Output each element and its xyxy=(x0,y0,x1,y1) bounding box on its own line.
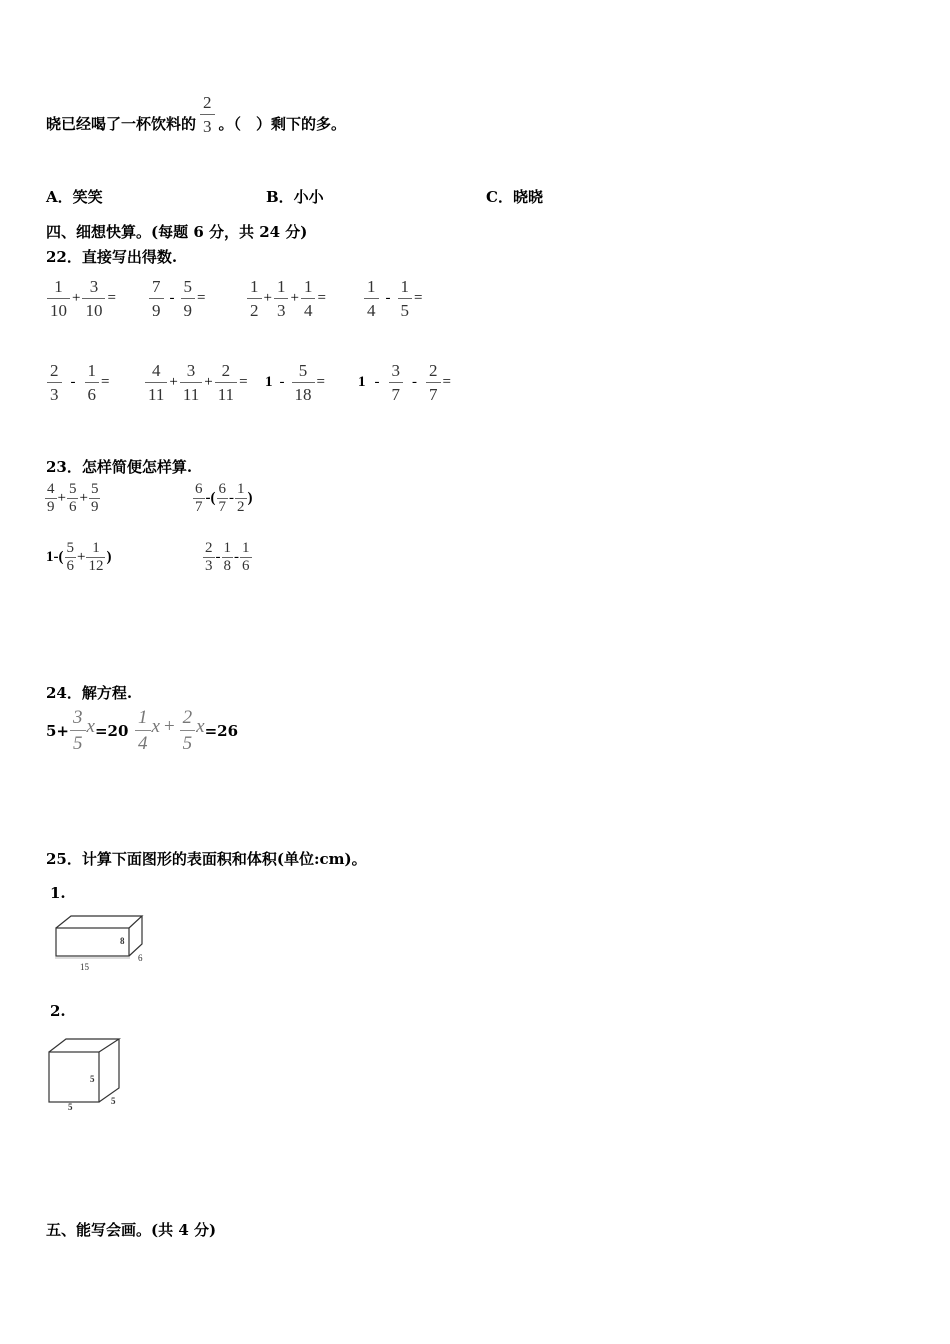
q23-expr-1: $\frac{4}{9}$ + $\frac{5}{6}$ + $\frac{5}{9}$ xyxy=(47,481,99,515)
q22-expr-8: 1 - $\frac{3}{7}$ - $\frac{2}{7}$ = xyxy=(358,361,451,404)
q22-expr-3: $\frac{1}{2}$ + $\frac{1}{3}$ + $\frac{1}{4}$ = xyxy=(246,278,327,319)
q21-option-c[interactable]: C．晓晓 xyxy=(486,188,543,206)
fig2-width-label: 5 xyxy=(111,1096,116,1106)
q22-expr-6: $\frac{4}{11}$ + $\frac{3}{11}$ + $\frac{2}{11}$ = xyxy=(144,362,249,403)
fig1-width-label: 6 xyxy=(138,953,143,963)
q22-title: 22．直接写出得数. xyxy=(46,248,178,266)
q24-title: 24．解方程. xyxy=(46,684,133,702)
q23-expr-3: 1-( $\frac{5}{6}$ + $\frac{1}{12}$ ) xyxy=(46,540,112,574)
section4-title: 四、细想快算。(每题 6 分，共 24 分) xyxy=(46,223,308,241)
q21-fraction: $\frac{2}{3}$ xyxy=(200,94,215,135)
q21-text-after: 。（ ）剩下的多。 xyxy=(218,115,347,133)
q21-option-b[interactable]: B．小小 xyxy=(266,188,324,206)
cube-figure xyxy=(46,1036,136,1116)
q22-expr-1: $\frac{1}{10}$ + $\frac{3}{10}$ = xyxy=(46,278,117,319)
section5-title: 五、能写会画。(共 4 分) xyxy=(46,1221,217,1239)
q25-fig2-label: 2. xyxy=(50,1002,66,1020)
q24-equation-1: 5+ $\frac{3}{5}$ x =20 xyxy=(46,707,129,754)
q21-option-a[interactable]: A．笑笑 xyxy=(46,188,103,206)
q23-title: 23．怎样简便怎样算. xyxy=(46,458,193,476)
q23-expr-4: $\frac{2}{3}$ - $\frac{1}{8}$ - $\frac{1}{6}$ xyxy=(205,540,250,574)
q25-title: 25．计算下面图形的表面积和体积(单位:cm)。 xyxy=(46,850,367,868)
fig1-length-label: 15 xyxy=(80,962,89,972)
q25-fig1-label: 1. xyxy=(50,884,66,902)
q24-equation-2: $\frac{1}{4}$ x + $\frac{2}{5}$ x =26 xyxy=(134,708,238,753)
cuboid-figure xyxy=(50,912,160,977)
q21-stem xyxy=(46,93,347,144)
q22-expr-4: $\frac{1}{4}$ - $\frac{1}{5}$ = xyxy=(363,278,423,319)
q22-expr-5: $\frac{2}{3}$ - $\frac{1}{6}$ = xyxy=(46,362,110,403)
q21-text-before: 晓已经喝了一杯饮料的 xyxy=(46,115,197,133)
fig1-height-label: 8 xyxy=(120,936,125,946)
q22-expr-7: 1 - $\frac{5}{18}$ = xyxy=(265,361,325,404)
fig2-length-label: 5 xyxy=(68,1102,73,1112)
q23-expr-2: $\frac{6}{7}$ -( $\frac{6}{7}$ - $\frac{1}{2}$ ) xyxy=(195,481,253,515)
fig2-height-label: 5 xyxy=(90,1074,95,1084)
q22-expr-2: $\frac{7}{9}$ - $\frac{5}{9}$ = xyxy=(148,278,206,319)
